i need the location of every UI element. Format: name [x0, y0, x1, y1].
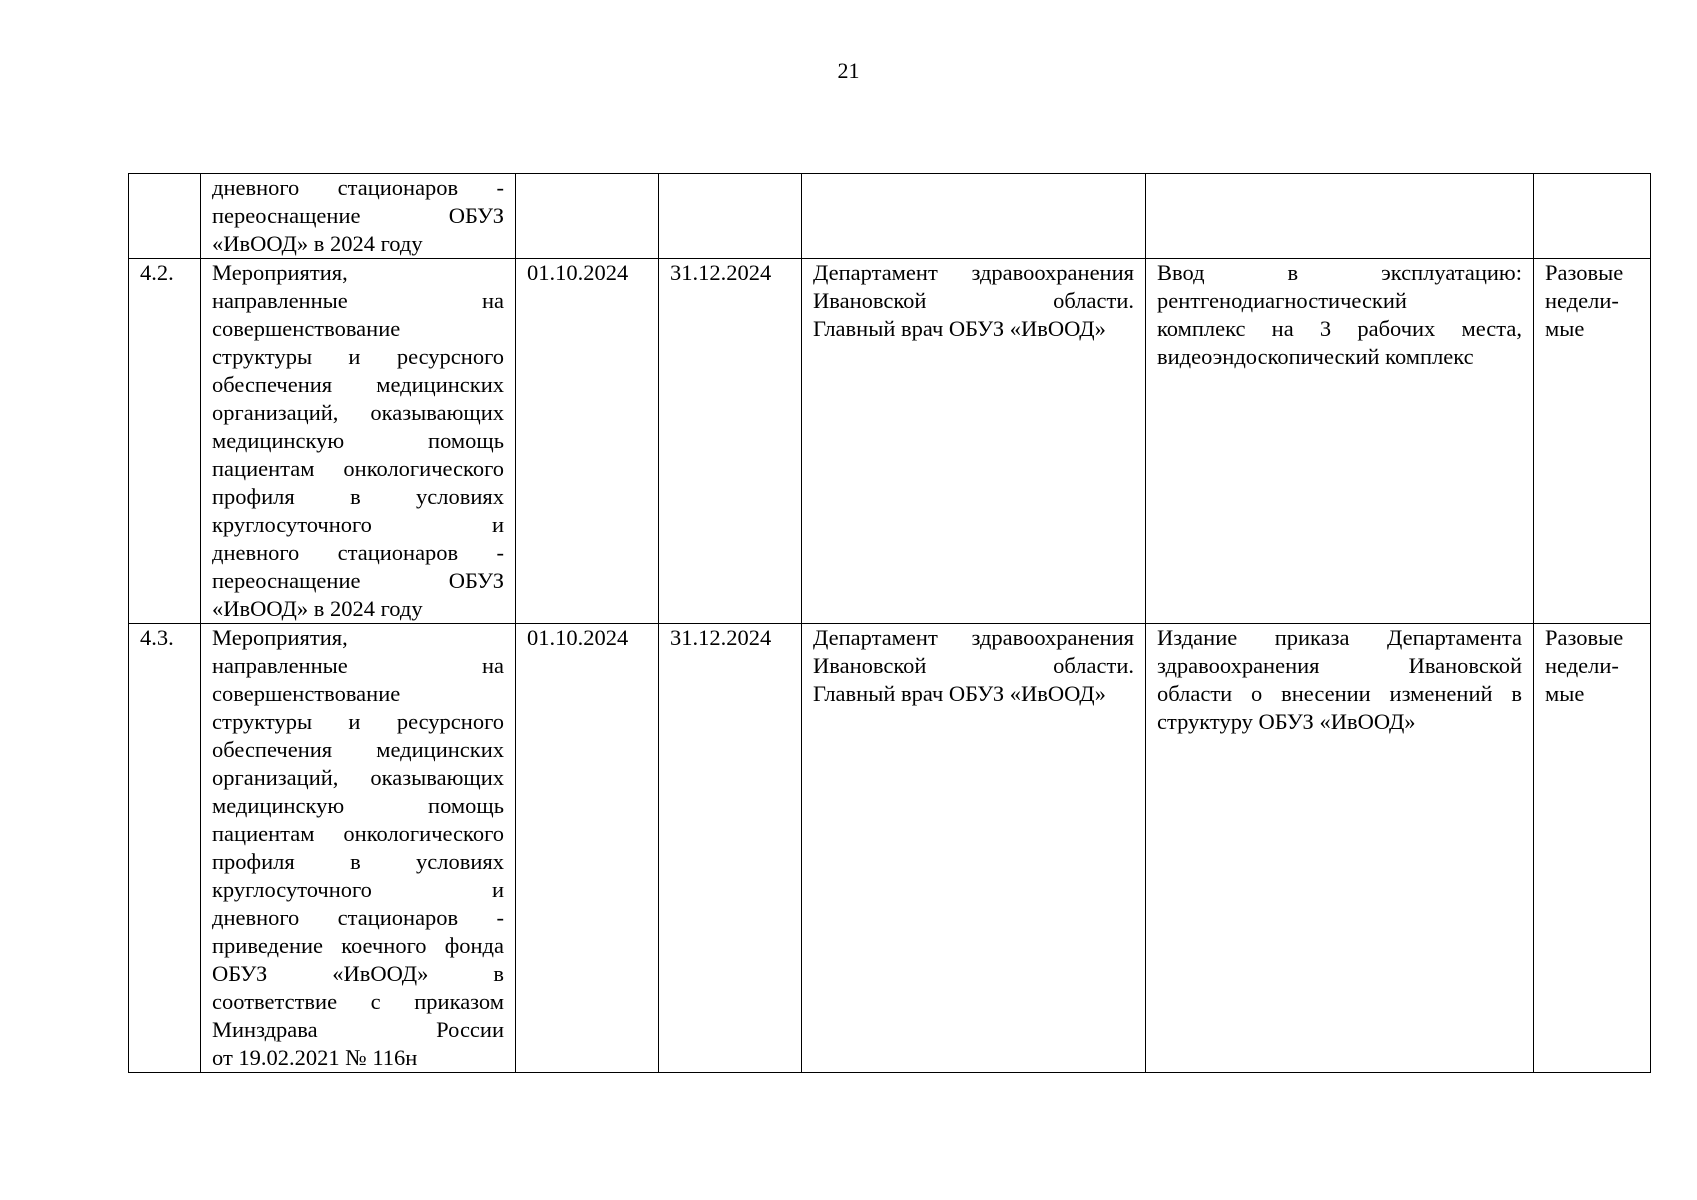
cell-text-line: круглосуточного и — [212, 512, 504, 537]
cell-text-line: профиля в условиях — [212, 484, 504, 509]
measure-description-cell — [201, 174, 516, 259]
measure-description-cell — [201, 259, 516, 624]
cell-text-line: дневного стационаров - — [212, 540, 504, 565]
end-date-cell — [659, 624, 802, 1073]
start-date-cell — [516, 259, 659, 624]
cell-text-line: недели- — [1545, 288, 1619, 313]
cell-text-line: Разовые — [1545, 260, 1624, 285]
end-date-cell — [659, 259, 802, 624]
cell-text-line: совершенствование — [212, 681, 401, 706]
cell-text-line: направленные на — [212, 653, 504, 678]
cell-text-line: Ивановской области. — [813, 288, 1134, 313]
result-cell — [1146, 259, 1534, 624]
cell-text-line: Разовые — [1545, 625, 1624, 650]
cell-text-line: структуры и ресурсного — [212, 709, 504, 734]
cell-text-line: мые — [1545, 681, 1585, 706]
responsible-cell — [802, 174, 1146, 259]
cell-text-line: направленные на — [212, 288, 504, 313]
cell-text-line: комплекс на 3 рабочих места, — [1157, 316, 1522, 341]
cell-text-line: структуру ОБУЗ «ИвООД» — [1157, 709, 1416, 734]
cell-text-line: дневного стационаров - — [212, 175, 504, 200]
cell-text-line: «ИвООД» в 2024 году — [212, 231, 423, 256]
start-date-cell — [516, 624, 659, 1073]
cell-text-line: области о внесении изменений в — [1157, 681, 1522, 706]
cell-text-line: обеспечения медицинских — [212, 372, 504, 397]
cell-text-line: Ивановской области. — [813, 653, 1134, 678]
cell-text: 01.10.2024 — [527, 625, 629, 650]
cell-text-line: круглосуточного и — [212, 877, 504, 902]
table-row — [129, 624, 1651, 1073]
frequency-cell — [1534, 259, 1651, 624]
frequency-cell — [1534, 174, 1651, 259]
measures-table — [128, 173, 1651, 1073]
cell-text-line: видеоэндоскопический комплекс — [1157, 344, 1474, 369]
table-row — [129, 259, 1651, 624]
cell-text-line: пациентам онкологического — [212, 821, 504, 846]
cell-text-line: пациентам онкологического — [212, 456, 504, 481]
cell-text-line: Мероприятия, — [212, 260, 348, 285]
table-row — [129, 174, 1651, 259]
cell-text-line: Департамент здравоохранения — [813, 625, 1134, 650]
cell-text-line: совершенствование — [212, 316, 401, 341]
cell-text-line: здравоохранения Ивановской — [1157, 653, 1522, 678]
cell-text-line: Департамент здравоохранения — [813, 260, 1134, 285]
cell-text: 01.10.2024 — [527, 260, 629, 285]
cell-text-line: структуры и ресурсного — [212, 344, 504, 369]
start-date-cell — [516, 174, 659, 259]
cell-text-line: профиля в условиях — [212, 849, 504, 874]
cell-text-line: обеспечения медицинских — [212, 737, 504, 762]
cell-text-line: приведение коечного фонда — [212, 933, 504, 958]
result-cell — [1146, 174, 1534, 259]
measure-description-cell — [201, 624, 516, 1073]
end-date-cell — [659, 174, 802, 259]
cell-text-line: Ввод в эксплуатацию: — [1157, 260, 1522, 285]
cell-text-line: медицинскую помощь — [212, 428, 504, 453]
result-cell — [1146, 624, 1534, 1073]
cell-text-line: дневного стационаров - — [212, 905, 504, 930]
cell-text-line: от 19.02.2021 № 116н — [212, 1045, 418, 1070]
cell-text-line: Минздрава России — [212, 1017, 504, 1042]
cell-text: 4.2. — [140, 260, 174, 285]
row-number-cell — [129, 259, 201, 624]
responsible-cell — [802, 624, 1146, 1073]
cell-text: 31.12.2024 — [670, 260, 772, 285]
cell-text-line: переоснащение ОБУЗ — [212, 203, 504, 228]
cell-text: 4.3. — [140, 625, 174, 650]
page-number: 21 — [837, 58, 860, 83]
row-number-cell — [129, 174, 201, 259]
cell-text-line: организаций, оказывающих — [212, 765, 504, 790]
cell-text-line: мые — [1545, 316, 1585, 341]
cell-text-line: медицинскую помощь — [212, 793, 504, 818]
cell-text-line: Издание приказа Департамента — [1157, 625, 1522, 650]
cell-text-line: Мероприятия, — [212, 625, 348, 650]
cell-text-line: Главный врач ОБУЗ «ИвООД» — [813, 316, 1106, 341]
cell-text-line: переоснащение ОБУЗ — [212, 568, 504, 593]
responsible-cell — [802, 259, 1146, 624]
frequency-cell — [1534, 624, 1651, 1073]
cell-text-line: организаций, оказывающих — [212, 400, 504, 425]
cell-text-line: соответствие с приказом — [212, 989, 504, 1014]
row-number-cell — [129, 624, 201, 1073]
cell-text-line: Главный врач ОБУЗ «ИвООД» — [813, 681, 1106, 706]
cell-text-line: рентгенодиагностический — [1157, 288, 1407, 313]
cell-text-line: ОБУЗ «ИвООД» в — [212, 961, 504, 986]
cell-text-line: недели- — [1545, 653, 1619, 678]
cell-text-line: «ИвООД» в 2024 году — [212, 596, 423, 621]
cell-text: 31.12.2024 — [670, 625, 772, 650]
